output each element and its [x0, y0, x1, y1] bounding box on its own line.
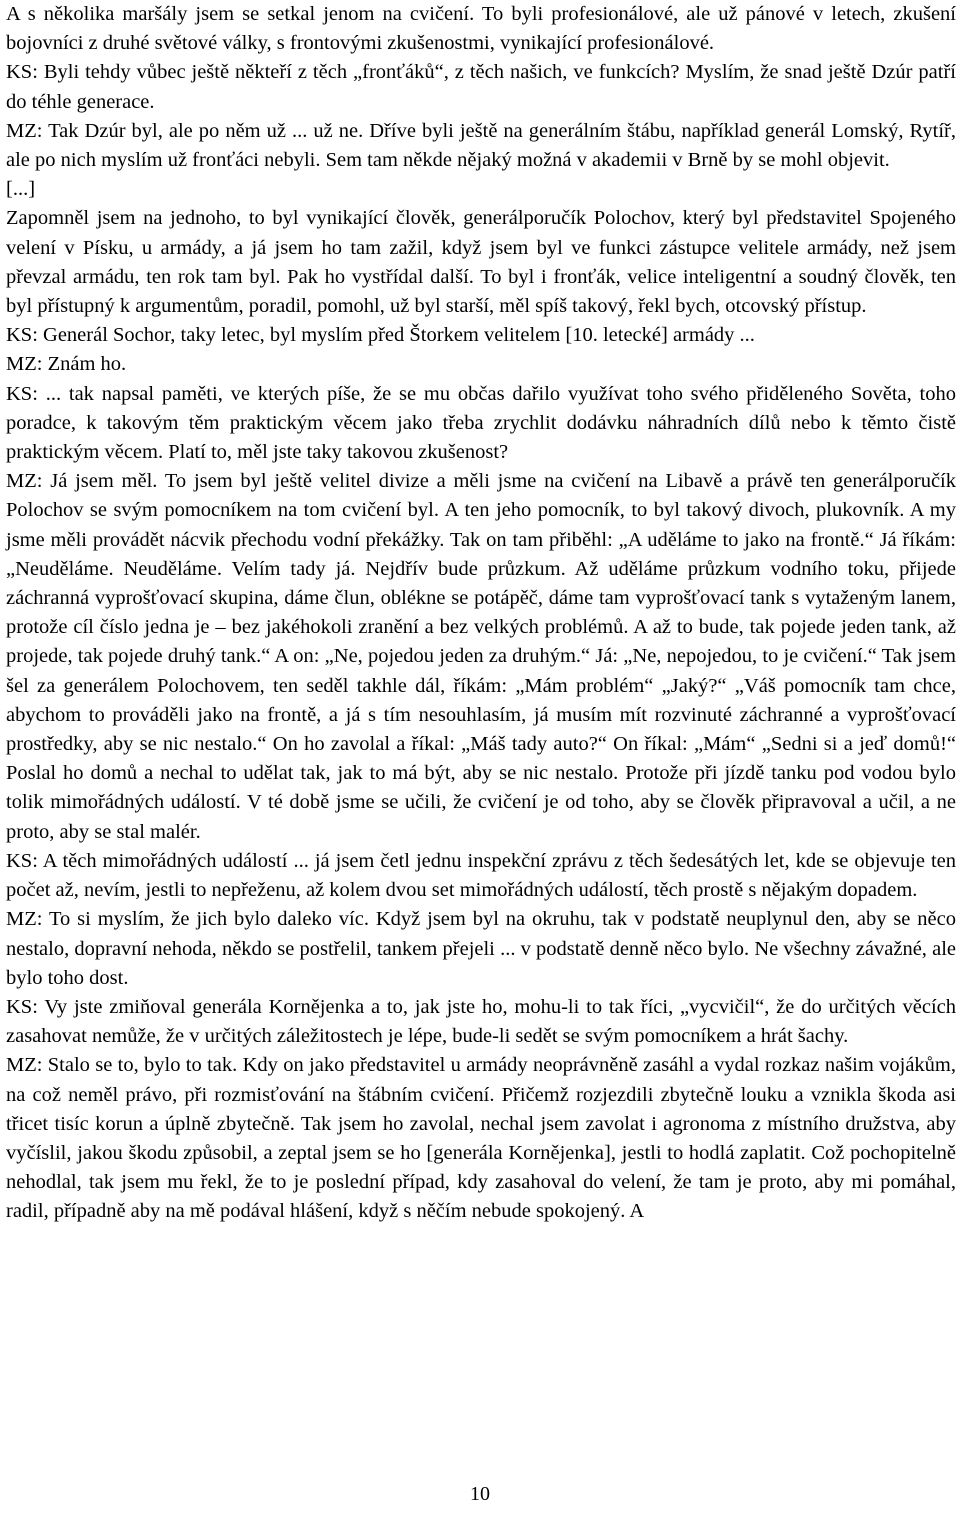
paragraph: A s několika maršály jsem se setkal jenom na cvičení. To byli profesionálové, ale už pánové v letech, zkušení bojovníci z druhé světové války, s frontovými zkušenostmi, vynikající profesionálové. [6, 3, 956, 55]
paragraph: MZ: Znám ho. [6, 353, 127, 376]
paragraph: KS: Generál Sochor, taky letec, byl myslím před Štorkem velitelem [10. letecké] armády ... [6, 324, 755, 347]
paragraph: MZ: To si myslím, že jich bylo daleko víc. Když jsem byl na okruhu, tak v podstatě neuplynul den, aby se něco nestalo, dopravní nehoda, někdo se postřelil, tankem přejeli ... v podstatě denně něco bylo. Ne všechny závažné, ale bylo toho dost. [6, 908, 956, 989]
paragraph: KS: ... tak napsal paměti, ve kterých píše, že se mu občas dařilo využívat toho svého přiděleného Sověta, toho poradce, k takovým těm praktickým věcem jako třeba zrychlit dodávku náhradních dílů nebo k těmto čistě praktickým věcem. Platí to, měl jste taky takovou zkušenost? [6, 382, 956, 464]
paragraph: [...] [6, 178, 36, 201]
paragraph: MZ: Tak Dzúr byl, ale po něm už ... už ne. Dříve byli ještě na generálním štábu, například generál Lomský, Rytíř, ale po nich myslím už fronťáci nebyli. Sem tam někde nějaký možná v akademii v Brně by se mohl objevit. [6, 119, 956, 172]
paragraph: MZ: Stalo se to, bylo to tak. Kdy on jako představitel u armády neoprávněně zasáhl a vydal rozkaz našim vojákům, na což neměl právo, při rozmisťování na štábním cvičení. Přičemž rozjezdili zbytečně louku a vznikla škoda asi třicet tisíc korun a úplně zbytečně. Tak jsem ho zavolal, nechal jsem zavolat i agronoma z místního družstva, aby vyčíslil, jakou škodu způsobil, a zeptal jsem se ho [generála Kornějenka], jestli to hodlá zaplatit. Což pochopitelně nehodlal, tak jsem mu řekl, že to je poslední případ, kdy zasahoval do velení, že tam je proto, aby mi pomáhal, radil, případně aby na mě podával hlášení, když s něčím nebude spokojený. A [6, 1054, 956, 1223]
paragraph: KS: Vy jste zmiňoval generála Kornějenka a to, jak jste ho, mohu-li to tak říci, „vycvičil“, že do určitých věcích zasahovat nemůže, že v určitých záležitostech je lépe, bude-li sedět se svým pomocníkem a hrát šachy. [6, 995, 956, 1048]
paragraph: Zapomněl jsem na jednoho, to byl vynikající člověk, generálporučík Polochov, který byl představitel Spojeného velení v Písku, u armády, a já jsem ho tam zažil, když jsem byl ve funkci zástupce velitele armády, než jsem převzal armádu, ten rok tam byl. Pak ho vystřídal další. To byl i fronťák, velice inteligentní a soudný člověk, ten byl přístupný k argumentům, poradil, pomohl, už byl starší, měl spíš takový, řekl bych, otcovský přístup. [6, 207, 956, 318]
paragraph: KS: A těch mimořádných událostí ... já jsem četl jednu inspekční zprávu z těch šedesátých let, kde se objevuje ten počet až, nevím, jestli to nepřeženu, až kolem dvou set mimořádných událostí, těch prostě s nějakým dopadem. [6, 849, 956, 902]
paragraph: KS: Byli tehdy vůbec ještě někteří z těch „fronťáků“, z těch našich, ve funkcích? Myslím, že snad ještě Dzúr patří do téhle generace. [6, 61, 956, 113]
document-page [6, 0, 956, 1227]
page-number: 10 [470, 1483, 490, 1505]
paragraph: MZ: Já jsem měl. To jsem byl ještě velitel divize a měli jsme na cvičení na Libavě a právě ten generálporučík Polochov se svým pomocníkem na tom cvičení byl. A ten jeho pomocník, to byl takový divoch, plukovník. A my jsme měli provádět nácvik přechodu vodní překážky. Tak on tam přiběhl: „A uděláme to jako na frontě.“ Já říkám: „Neuděláme. Neuděláme. Velím tady já. Nejdřív bude průzkum. Až uděláme průzkum vodního toku, přijede záchranná vyprošťovací skupina, dáme člun, oblékne se potápěč, dáme tam vyprošťovací tank s vytaženým lanem, protože cíl číslo jedna je – bez jakéhokoli zranění a bez velkých problémů. A až to bude, tak pojede jeden tank, až projede, tak pojede druhý tank.“ A on: „Ne, pojedou jeden za druhým.“ Já: „Ne, nepojedou, to je cvičení.“ Tak jsem šel za generálem Polochovem, ten seděl takhle dál, říkám: „Mám problém“ „Jaký?“ „Váš pomocník tam chce, abychom to prováděli jako na frontě, a já s tím nesouhlasím, já musím mít rozvinuté záchranné a vyprošťovací prostředky, aby se nic nestalo.“ On ho zavolal a říkal: „Máš tady auto?“ On říkal: „Mám“ „Sedni si a jeď domů!“ Poslal ho domů a nechal to udělat tak, jak to má být, aby se nic nestalo. Protože při jízdě tanku pod vodou bylo tolik mimořádných událostí. V té době jsme se učili, že cvičení je od toho, aby se člověk připravoval a učil, a ne proto, aby se stal malér. [6, 470, 956, 843]
